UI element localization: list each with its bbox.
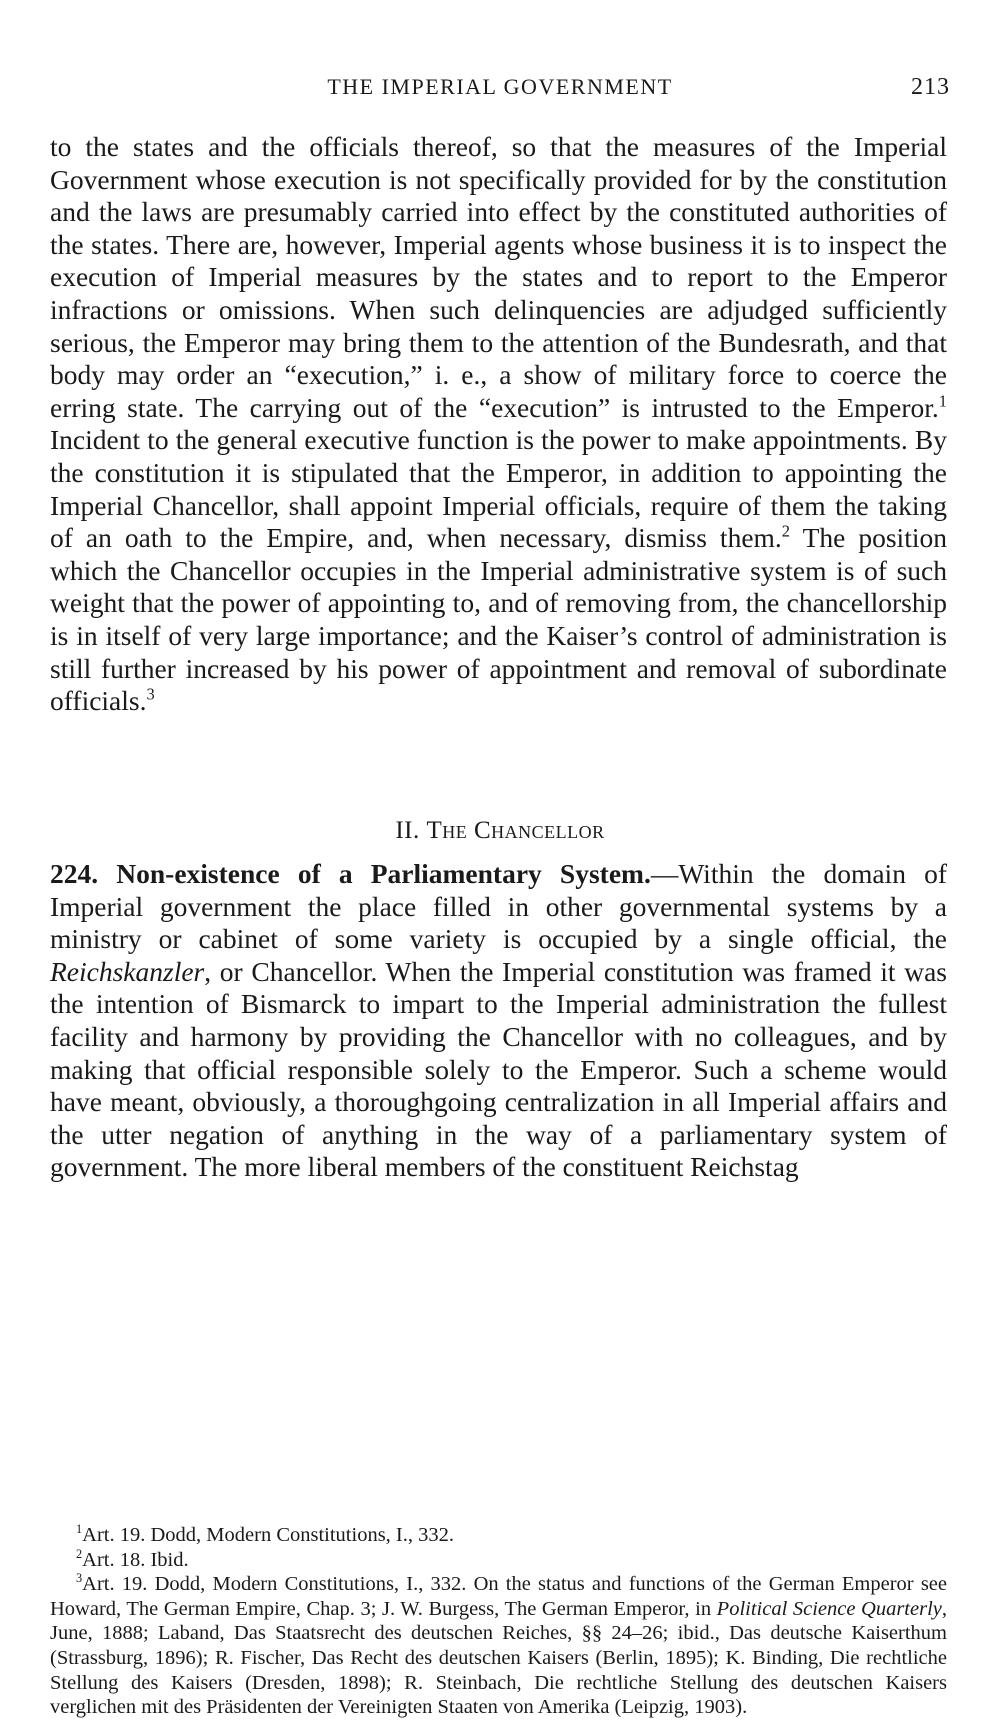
footnote-3 bbox=[50, 1572, 947, 1720]
paragraph-lead-heading: 224. Non-existence of a Parliamentary System. bbox=[50, 858, 651, 889]
paragraph-text: —Within the domain of Imperial government the place filled in other governmental systems by a ministry or cabinet of some variety is occupied by a single official, the bbox=[50, 858, 947, 955]
journal-title: Political Science Quarterly bbox=[716, 1597, 942, 1620]
footnote-mark: 2 bbox=[76, 1546, 83, 1561]
body-paragraph-224 bbox=[50, 858, 947, 1184]
paragraph-text: Incident to the general executive function is the power to make appointments. By the constitution it is stipulated that the Emperor, in addition to appointing the Imperial Chancellor, shall appoint Imperial officials, require of them the taking of an oath to the Empire, and, when necessary, dismiss them. bbox=[50, 424, 947, 554]
page-number: 213 bbox=[911, 74, 950, 100]
paragraph-text: , or Chancellor. When the Imperial constitution was framed it was the intention of Bismarck to impart to the Imperial administration the fullest facility and harmony by providing the Chancellor with no colleagues, and by making that official responsible solely to the Emperor. Such a scheme would have meant, obviously, a thoroughgoing centralization in all Imperial affairs and the utter negation of anything in the way of a parliamentary system of government. The more liberal members of the constituent Reichstag bbox=[50, 955, 947, 1183]
section-title: The Chancellor bbox=[426, 817, 605, 844]
running-title: THE IMPERIAL GOVERNMENT bbox=[327, 74, 673, 99]
footnote-ref-1: 1 bbox=[938, 391, 947, 411]
footnote-1 bbox=[50, 1523, 947, 1548]
footnote-text: Art. 19. Dodd, Modern Constitutions, I., 332. On the status and functions of the German Emperor see Howard, The German Empire, Chap. 3; J. W. Burgess, The German Emperor, in bbox=[50, 1573, 947, 1620]
footnote-text: Art. 18. Ibid. bbox=[82, 1548, 189, 1571]
running-header bbox=[50, 74, 950, 110]
section-numeral: II. bbox=[395, 817, 420, 844]
footnote-mark: 1 bbox=[76, 1522, 83, 1537]
footnote-2 bbox=[50, 1548, 947, 1573]
italic-term: Reichskanzler bbox=[50, 955, 205, 987]
footnote-mark: 3 bbox=[76, 1571, 83, 1586]
footnote-text: Art. 19. Dodd, Modern Constitutions, I., 332. bbox=[82, 1524, 454, 1546]
paragraph-text: The position which the Chancellor occupies in the Imperial administrative system is of such weight that the power of appointing to, and of removing from, the chancellorship is in itself of very large importance; and the Kaiser’s control of administration is still further increased by his power of appointment and removal of subordinate officials. bbox=[50, 522, 947, 717]
paragraph-text: to the states and the officials thereof, so that the measures of the Imperial Government whose execution is not specifically provided for by the constitution and the laws are presumably carried into effect by the constituted authorities of the states. There are, however, Imperial agents whose business it is to inspect the execution of Imperial measures by the states and to report to the Emperor infractions or omissions. When such delinquencies are adjudged sufficiently serious, the Emperor may bring them to the attention of the Bundesrath, and that body may order an “execution,” i. e., a show of military force to coerce the erring state. The carrying out of the “execution” is intrusted to the Emperor. bbox=[50, 131, 947, 423]
body-paragraph-continued bbox=[50, 131, 947, 718]
footnote-text: , June, 1888; Laband, Das Staatsrecht des deutschen Reiches, §§ 24–26; ibid., Das deutsche Kaiserthum (Strassburg, 1896); R. Fischer, Das Recht des deutschen Kaisers (Berlin, 1895); K. Binding, Die rechtliche Stellung des Kaisers (Dresden, 1898); R. Steinbach, Die rechtliche Stellung des deutschen Kaisers verglichen mit des Präsidenten der Vereinigten Staaten von Amerika (Leipzig, 1903). bbox=[50, 1597, 947, 1719]
footnote-ref-2: 2 bbox=[781, 521, 791, 541]
footnotes bbox=[50, 1523, 947, 1720]
section-heading bbox=[50, 817, 950, 845]
footnote-ref-3: 3 bbox=[146, 684, 155, 704]
